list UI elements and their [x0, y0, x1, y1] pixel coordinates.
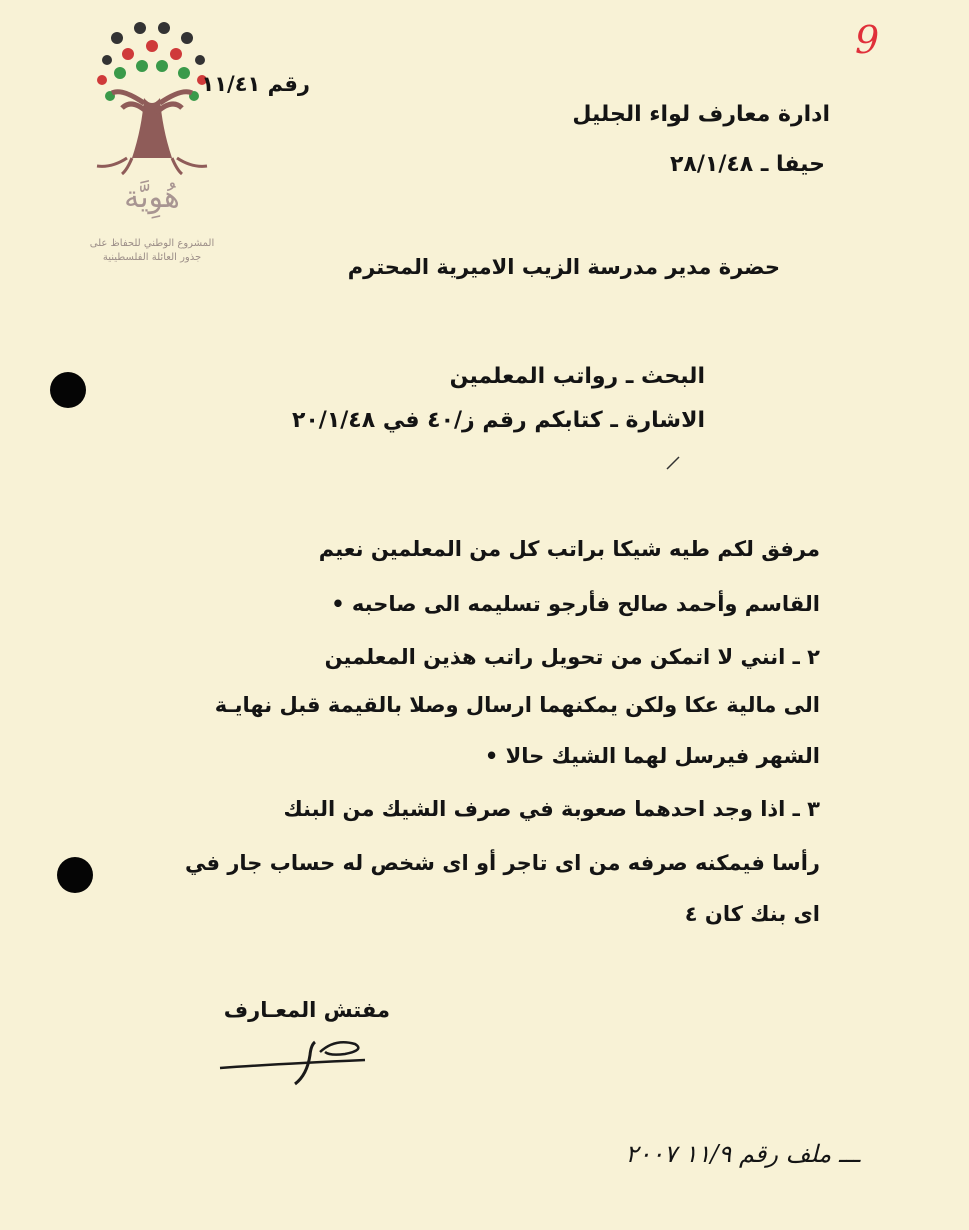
handwritten-signature: [215, 1030, 385, 1090]
subject-line: البحث ـ رواتب المعلمين: [449, 364, 705, 389]
logo-name: هُوِيَّة: [124, 180, 180, 215]
body-line-7: رأسا فيمكنه صرفه من اى تاجر أو اى شخص له حساب جار في: [185, 851, 820, 875]
body-line-5: الشهر فيرسل لهما الشيك حالا •: [484, 744, 820, 768]
logo-tagline-1: المشروع الوطني للحفاظ على: [89, 238, 215, 249]
body-line-1: مرفق لكم طيه شيكا براتب كل من المعلمين نعيم: [318, 537, 820, 561]
department-name: ادارة معارف لواء الجليل: [572, 102, 830, 127]
place-date: حيفا ـ ٢٨/١/٤٨: [670, 152, 825, 177]
file-footnote: ـــ ملف رقم ١١/٩ ٢٠٠٧: [625, 1140, 860, 1168]
body-line-4: الى مالية عكا ولكن يمكنهما ارسال وصلا بالقيمة قبل نهايـة: [214, 693, 820, 717]
signature-title: مفتش المعـارف: [223, 998, 390, 1022]
reference-number: رقم ١١/٤١: [201, 72, 310, 96]
body-line-2: القاسم وأحمد صالح فأرجو تسليمه الى صاحبه •: [331, 592, 820, 616]
body-line-8: اى بنك كان ٤: [684, 902, 820, 926]
family-tree-icon: [82, 18, 222, 178]
body-line-6: ٣ ـ اذا وجد احدهما صعوبة في صرف الشيك من البنك: [283, 797, 820, 821]
addressee: حضرة مدير مدرسة الزيب الاميرية المحترم: [347, 255, 780, 279]
binder-hole-bottom: [57, 857, 93, 893]
logo-tagline-2: جذور العائلة الفلسطينية: [102, 252, 202, 263]
heritage-logo: [82, 18, 222, 268]
body-line-3: ٢ ـ انني لا اتمكن من تحويل راتب هذين المعلمين: [324, 645, 820, 669]
reference-line: الاشارة ـ كتابكم رقم ز/٤٠ في ٢٠/١/٤٨: [291, 408, 705, 433]
page-number: 9: [855, 18, 880, 62]
binder-hole-top: [50, 372, 86, 408]
stray-pen-mark: [665, 455, 685, 471]
